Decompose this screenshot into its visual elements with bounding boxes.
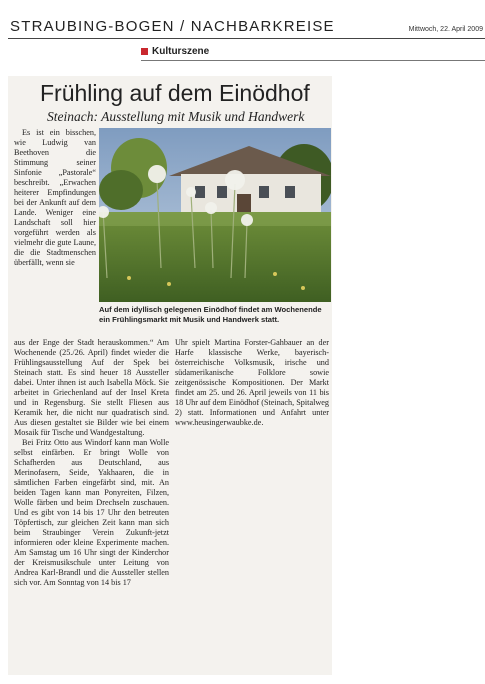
body-column-1-top (14, 128, 96, 268)
body-paragraph: Bei Fritz Otto aus Windorf kann man Wolle selbst einfärben. Er bringt Wolle von Schafherden aus Deutschland, aus Merinofasern, Seide, Yakhaaren, die in sämtlichen Farben eingefärbt sind, mit. An beiden Tagen kann man Ponyreiten, Filzen, Wolle färben und beim Drechseln zuschauen. Und es gibt von 14 bis 17 Uhr den betreuten Töpfertisch, zur gleichen Zeit kann man sich beim Straubinger Verein Zukunft-jetzt informieren oder kleine Experimente machen. Am Samstag um 16 Uhr singt der Kinderchor der Kreismusikschule unter Leitung von Andrea Karl-Brandl und die Aussteller stellen sich vor. Am Sonntag von 14 bis 17 (14, 438, 169, 587)
rubric (141, 46, 209, 57)
body-column-2 (175, 338, 329, 428)
photo-caption: Auf dem idyllisch gelegenen Einödhof findet am Wochenende ein Frühlingsmarkt mit Musik und Handwerk statt. (99, 305, 322, 324)
body-paragraph: Es ist ein bisschen, wie Ludwig van Beethoven die Stimmung seiner Sinfonie „Pastorale“ beschreibt. „Erwachen heiterer Empfindungen bei der Ankunft auf dem Lande. Weniger eine Landschaft soll hier vorgeführt werden als vielmehr die gute Laune, die die Stadtmenschen überfällt, wenn sie (14, 128, 96, 267)
red-square-icon (141, 48, 148, 55)
body-column-1 (14, 338, 169, 588)
body-paragraph: aus der Enge der Stadt herauskommen.“ Am Wochenende (25./26. April) findet wieder die Frühlingsausstellung Auf der Spek bei Steinach statt. Es sind heuer 18 Aussteller dabei. Unter ihnen ist auch Isabella Möck. Sie arbeitet in Griechenland auf der Insel Kreta und in Regensburg. Sie stellt Fliesen aus Keramik her, die nicht nur quadratisch sind. Aus diesen gestaltet sie Bilder wie bei einem Mosaik für Tische und Wandgestaltung. (14, 338, 169, 437)
body-paragraph: Uhr spielt Martina Forster-Gahbauer an der Harfe klassische Werke, bayerisch-österreichische Volksmusik, irische und südamerikanische Folklore sowie zeitgenössische Kompositionen. Der Markt findet am 25. und 26. April jeweils von 11 bis 18 Uhr auf dem Einödhof (Steinach, Spitalweg 2) statt. Informationen und Anfahrt unter www.heusingerwaubke.de. (175, 338, 329, 427)
rubric-label: Kulturszene (152, 46, 210, 57)
article-headline: Frühling auf dem Einödhof (40, 80, 310, 106)
header-rule (8, 38, 485, 39)
rubric-rule (141, 60, 485, 61)
article-photo (99, 128, 331, 302)
article-subheadline: Steinach: Ausstellung mit Musik und Handwerk (47, 109, 305, 124)
farmhouse-photo (99, 128, 331, 302)
dateline: Mittwoch, 22. April 2009 (408, 26, 483, 33)
section-name: STRAUBING-BOGEN / NACHBARKREISE (10, 18, 335, 35)
